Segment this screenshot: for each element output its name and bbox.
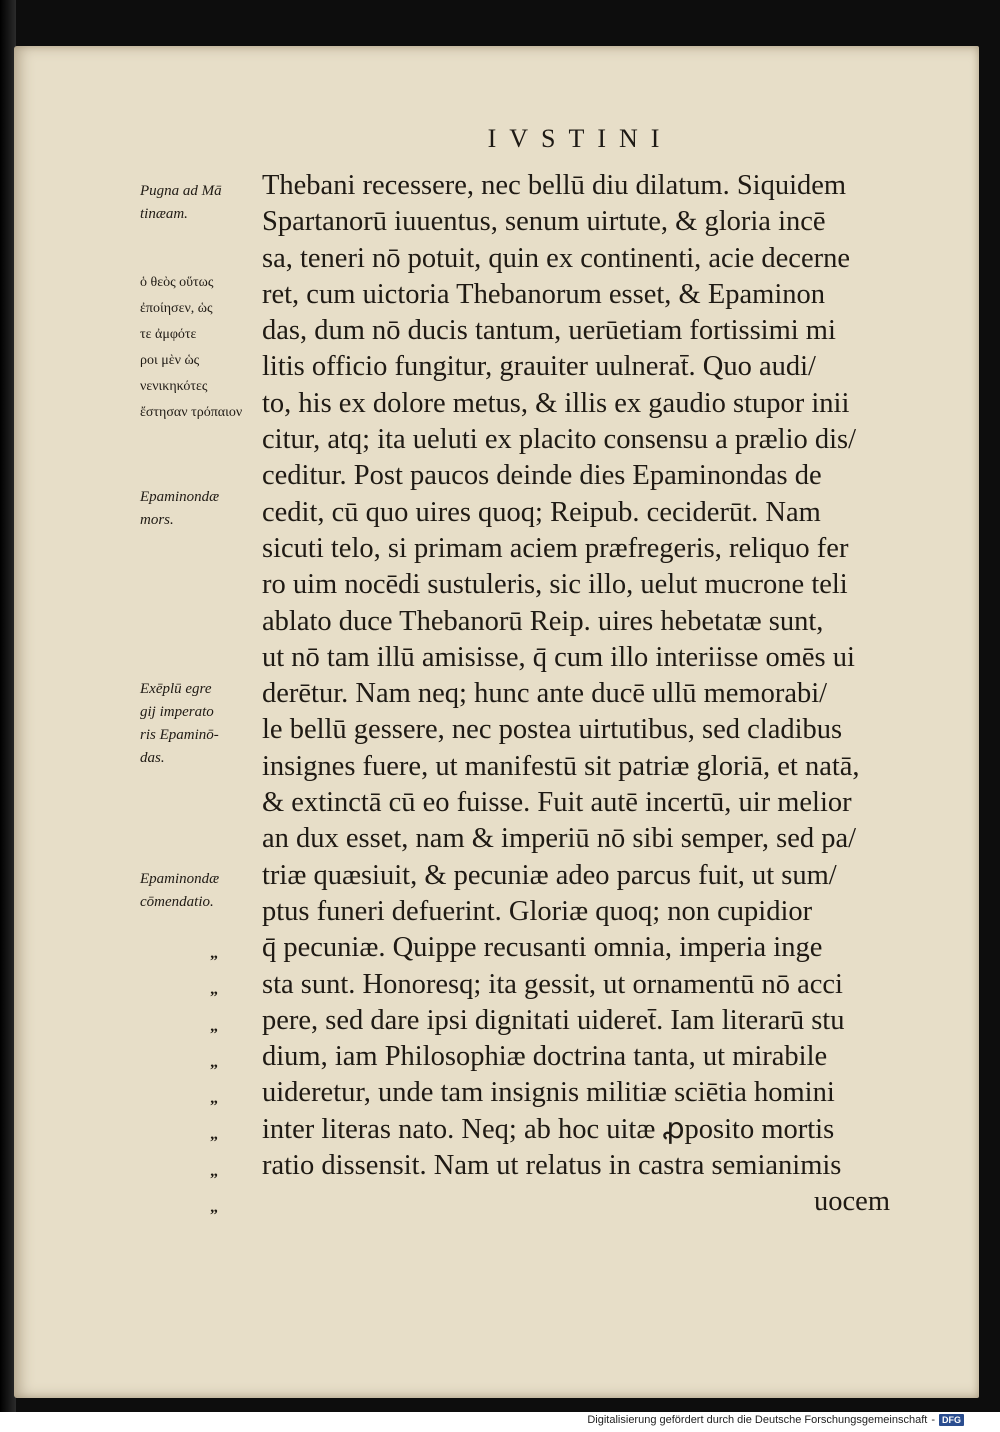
- greek-line: τε ἀμφότε: [140, 327, 197, 342]
- text-line: q̄ pecuniæ. Quippe recusanti omnia, imperia inge: [262, 932, 823, 964]
- text-line: sta sunt. Honoresq; ita gessit, ut ornamentū nō acci: [262, 968, 843, 1000]
- margin-note-pugna: [140, 180, 258, 226]
- text-line: ro uim nocēdi sustuleris, sic illo, uelut mucrone teli: [262, 569, 848, 601]
- text-line: inter literas nato. Neq; ab hoc uitæ ꝓposito mortis: [262, 1113, 835, 1145]
- margin-note-line: Epaminondæ: [140, 489, 220, 505]
- footer-text: Digitalisierung gefördert durch die Deutsche Forschungsgemeinschaft: [587, 1414, 928, 1426]
- margin-note-exemplum: [140, 678, 258, 770]
- margin-note-line: Pugna ad Mā: [140, 183, 222, 199]
- margin-note-line: cōmendatio.: [140, 894, 214, 910]
- margin-note-line: ris Epaminō-: [140, 727, 219, 743]
- text-line: sicuti telo, si primam aciem præfregeris, reliquo fer: [262, 532, 849, 564]
- margin-note-mors: [140, 486, 258, 532]
- text-line: Thebani recessere, nec bellū diu dilatum. Siquidem: [262, 170, 847, 201]
- text-line: Spartanorū iuuentus, senum uirtute, & gloria incē: [262, 206, 826, 238]
- footer-credit: [587, 1414, 964, 1426]
- text-line: ret, cum uictoria Thebanorum esset, & Epaminon: [262, 278, 825, 310]
- text-line: triæ quæsiuit, & pecuniæ adeo parcus fuit, ut sum/: [262, 859, 837, 891]
- quote-mark: „: [210, 1126, 224, 1144]
- quote-marks-column: [210, 936, 260, 1226]
- text-line: ut nō tam illū amisisse, q̄ cum illo interiisse omēs ui: [262, 641, 855, 673]
- quote-mark: „: [210, 1017, 224, 1035]
- text-line: cedit, cū quo uires quoq; Reipub. ceciderūt. Nam: [262, 496, 821, 528]
- text-line: ceditur. Post paucos deinde dies Epaminondas de: [262, 460, 822, 492]
- catchword: uocem: [814, 1186, 890, 1218]
- dfg-logo: DFG: [939, 1414, 964, 1426]
- margin-note-greek: [140, 270, 258, 426]
- text-line: ablato duce Thebanorū Reip. uires hebetatæ sunt,: [262, 605, 824, 637]
- text-line: derētur. Nam neq; hunc ante ducē ullū memorabi/: [262, 678, 828, 710]
- greek-line: νενικηκότες: [140, 379, 208, 394]
- quote-mark: „: [210, 981, 224, 999]
- quote-mark: „: [210, 1090, 224, 1108]
- text-line: ptus funeri defuerint. Gloriæ quoq; non cupidior: [262, 895, 813, 927]
- text-line: insignes fuere, ut manifestū sit patriæ gloriā, et natā,: [262, 750, 860, 782]
- text-line: uideretur, unde tam insignis militiæ sciētia homini: [262, 1077, 835, 1109]
- margin-note-line: mors.: [140, 512, 174, 528]
- text-line: ratio dissensit. Nam ut relatus in castra semianimis: [262, 1150, 842, 1182]
- margin-note-line: das.: [140, 750, 165, 766]
- greek-line: ἔστησαν τρόπαιον: [140, 405, 243, 420]
- running-title: IVSTINI: [487, 124, 673, 153]
- body-text: [262, 168, 894, 1221]
- text-line: litis officio fungitur, grauiter uulnerat̄. Quo audi/: [262, 351, 816, 383]
- text-line: pere, sed dare ipsi dignitati uideret̄. Iam literarū stu: [262, 1004, 845, 1036]
- text-line: dium, iam Philosophiæ doctrina tanta, ut mirabile: [262, 1041, 828, 1073]
- text-line: le bellū gessere, nec postea uirtutibus, sed cladibus: [262, 714, 843, 746]
- text-line: citur, atq; ita ueluti ex placito consensu a prælio dis/: [262, 424, 857, 456]
- text-line: to, his ex dolore metus, & illis ex gaudio stupor inii: [262, 387, 850, 419]
- margin-note-line: gij imperato: [140, 704, 214, 720]
- footer-separator: -: [931, 1414, 935, 1426]
- quote-mark: „: [210, 1199, 224, 1217]
- text-line: & extinctā cū eo fuisse. Fuit autē incertū, uir melior: [262, 787, 852, 819]
- greek-line: ὁ θεὸς οὕτως: [140, 275, 214, 290]
- margin-note-line: tinæam.: [140, 206, 188, 222]
- margin-note-commendatio: [140, 868, 258, 914]
- margin-note-line: Epaminondæ: [140, 871, 220, 887]
- quote-mark: „: [210, 1162, 224, 1180]
- text-line: an dux esset, nam & imperiū nō sibi semper, sed pa/: [262, 823, 857, 855]
- quote-mark: „: [210, 945, 224, 962]
- quote-mark: „: [210, 1053, 224, 1071]
- text-line: sa, teneri nō potuit, quin ex continenti, acie decerne: [262, 242, 850, 274]
- greek-line: ἐποίησεν, ὡς: [140, 301, 213, 316]
- greek-line: ροι μὲν ὡς: [140, 353, 200, 368]
- text-line: das, dum nō ducis tantum, uerūetiam fortissimi mi: [262, 315, 836, 347]
- margin-note-line: Exēplū egre: [140, 681, 212, 697]
